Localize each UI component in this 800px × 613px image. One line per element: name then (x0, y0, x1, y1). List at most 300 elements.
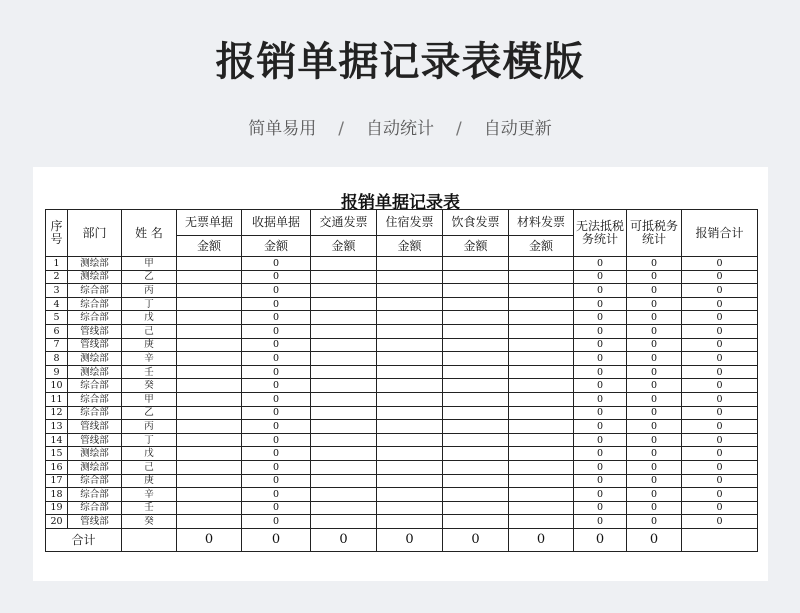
row-cell[interactable] (443, 488, 509, 502)
row-seq-cell: 13 (46, 420, 68, 434)
row-cell[interactable] (377, 352, 443, 366)
subheader-amount: 金额 (311, 236, 377, 257)
header-seq: 序号 (46, 210, 68, 257)
row-deductible-cell[interactable]: 0 (627, 501, 682, 515)
row-receipt-cell[interactable]: 0 (242, 515, 311, 529)
row-total-cell[interactable]: 0 (682, 406, 758, 420)
row-total-cell[interactable]: 0 (682, 270, 758, 284)
row-cell[interactable] (177, 488, 242, 502)
row-total-cell[interactable]: 0 (682, 474, 758, 488)
row-name-cell[interactable]: 丁 (122, 297, 177, 311)
row-total-cell[interactable]: 0 (682, 433, 758, 447)
totals-cell[interactable]: 0 (443, 528, 509, 551)
row-seq-cell: 14 (46, 433, 68, 447)
row-untaxed-cell[interactable]: 0 (574, 257, 627, 271)
header-category: 住宿发票 (377, 210, 443, 236)
row-dept-cell[interactable]: 综合部 (68, 379, 122, 393)
row-receipt-cell[interactable]: 0 (242, 352, 311, 366)
row-total-cell[interactable]: 0 (682, 257, 758, 271)
header-category: 饮食发票 (443, 210, 509, 236)
row-receipt-cell[interactable]: 0 (242, 501, 311, 515)
totals-cell[interactable] (682, 528, 758, 551)
row-deductible-cell[interactable]: 0 (627, 392, 682, 406)
subheader-amount: 金额 (377, 236, 443, 257)
row-cell[interactable] (509, 460, 574, 474)
row-untaxed-cell[interactable]: 0 (574, 420, 627, 434)
row-receipt-cell[interactable]: 0 (242, 257, 311, 271)
row-name-cell[interactable]: 甲 (122, 392, 177, 406)
table-row (46, 284, 758, 298)
row-receipt-cell[interactable]: 0 (242, 311, 311, 325)
row-name-cell[interactable]: 辛 (122, 488, 177, 502)
row-seq-cell: 10 (46, 379, 68, 393)
row-cell[interactable] (311, 433, 377, 447)
row-cell[interactable] (177, 270, 242, 284)
table-row (46, 365, 758, 379)
row-deductible-cell[interactable]: 0 (627, 270, 682, 284)
row-dept-cell[interactable]: 测绘部 (68, 352, 122, 366)
row-cell[interactable] (509, 270, 574, 284)
row-untaxed-cell[interactable]: 0 (574, 406, 627, 420)
header-category: 材料发票 (509, 210, 574, 236)
sheet-title: 报销单据记录表 (341, 193, 460, 213)
row-seq-cell: 20 (46, 515, 68, 529)
row-total-cell[interactable]: 0 (682, 297, 758, 311)
row-cell[interactable] (443, 392, 509, 406)
table-row (46, 474, 758, 488)
row-cell[interactable] (509, 474, 574, 488)
row-cell[interactable] (311, 365, 377, 379)
row-dept-cell[interactable]: 综合部 (68, 406, 122, 420)
row-cell[interactable] (509, 365, 574, 379)
row-cell[interactable] (177, 297, 242, 311)
header-category: 收据单据 (242, 210, 311, 236)
table-row (46, 501, 758, 515)
row-cell[interactable] (311, 311, 377, 325)
row-cell[interactable] (177, 352, 242, 366)
row-cell[interactable] (177, 338, 242, 352)
row-untaxed-cell[interactable]: 0 (574, 352, 627, 366)
row-cell[interactable] (311, 392, 377, 406)
row-cell[interactable] (377, 447, 443, 461)
row-cell[interactable] (509, 311, 574, 325)
row-name-cell[interactable]: 乙 (122, 406, 177, 420)
totals-label: 合计 (46, 528, 122, 551)
row-untaxed-cell[interactable]: 0 (574, 392, 627, 406)
row-receipt-cell[interactable]: 0 (242, 338, 311, 352)
row-deductible-cell[interactable]: 0 (627, 311, 682, 325)
row-untaxed-cell[interactable]: 0 (574, 379, 627, 393)
row-deductible-cell[interactable]: 0 (627, 447, 682, 461)
row-dept-cell[interactable]: 管线部 (68, 515, 122, 529)
totals-cell[interactable]: 0 (377, 528, 443, 551)
row-dept-cell[interactable]: 综合部 (68, 501, 122, 515)
row-total-cell[interactable]: 0 (682, 284, 758, 298)
row-untaxed-cell[interactable]: 0 (574, 515, 627, 529)
row-cell[interactable] (177, 501, 242, 515)
table-row (46, 352, 758, 366)
row-dept-cell[interactable]: 管线部 (68, 433, 122, 447)
row-cell[interactable] (311, 338, 377, 352)
row-total-cell[interactable]: 0 (682, 379, 758, 393)
row-name-cell[interactable]: 辛 (122, 352, 177, 366)
row-dept-cell[interactable]: 测绘部 (68, 257, 122, 271)
row-total-cell[interactable]: 0 (682, 460, 758, 474)
row-name-cell[interactable]: 壬 (122, 501, 177, 515)
header-dept: 部门 (68, 210, 122, 257)
table-row (46, 324, 758, 338)
row-cell[interactable] (177, 420, 242, 434)
row-cell[interactable] (177, 311, 242, 325)
row-cell[interactable] (509, 284, 574, 298)
row-cell[interactable] (177, 324, 242, 338)
row-deductible-cell[interactable]: 0 (627, 297, 682, 311)
row-receipt-cell[interactable]: 0 (242, 488, 311, 502)
row-cell[interactable] (509, 257, 574, 271)
totals-row (46, 528, 758, 551)
row-cell[interactable] (443, 447, 509, 461)
row-seq-cell: 2 (46, 270, 68, 284)
subheader-amount: 金额 (242, 236, 311, 257)
row-deductible-cell[interactable]: 0 (627, 474, 682, 488)
row-name-cell[interactable]: 己 (122, 324, 177, 338)
row-cell[interactable] (377, 433, 443, 447)
row-cell[interactable] (177, 460, 242, 474)
table-row (46, 420, 758, 434)
row-deductible-cell[interactable]: 0 (627, 338, 682, 352)
row-dept-cell[interactable]: 综合部 (68, 488, 122, 502)
table-row (46, 270, 758, 284)
row-cell[interactable] (443, 352, 509, 366)
subheader-amount: 金额 (443, 236, 509, 257)
table-row (46, 257, 758, 271)
row-dept-cell[interactable]: 测绘部 (68, 270, 122, 284)
row-deductible-cell[interactable]: 0 (627, 379, 682, 393)
row-receipt-cell[interactable]: 0 (242, 447, 311, 461)
tagline-easy: 简单易用 (248, 119, 317, 139)
row-deductible-cell[interactable]: 0 (627, 365, 682, 379)
row-total-cell[interactable]: 0 (682, 392, 758, 406)
row-dept-cell[interactable]: 综合部 (68, 297, 122, 311)
row-name-cell[interactable]: 乙 (122, 270, 177, 284)
row-receipt-cell[interactable]: 0 (242, 284, 311, 298)
row-cell[interactable] (509, 352, 574, 366)
row-seq-cell: 5 (46, 311, 68, 325)
row-total-cell[interactable]: 0 (682, 501, 758, 515)
row-dept-cell[interactable]: 综合部 (68, 392, 122, 406)
row-cell[interactable] (509, 338, 574, 352)
row-seq-cell: 11 (46, 392, 68, 406)
row-cell[interactable] (311, 379, 377, 393)
spreadsheet-sheet (33, 167, 768, 581)
row-untaxed-cell[interactable]: 0 (574, 433, 627, 447)
row-deductible-cell[interactable]: 0 (627, 488, 682, 502)
row-cell[interactable] (177, 474, 242, 488)
row-receipt-cell[interactable]: 0 (242, 270, 311, 284)
row-untaxed-cell[interactable]: 0 (574, 284, 627, 298)
row-cell[interactable] (377, 365, 443, 379)
row-cell[interactable] (377, 311, 443, 325)
row-untaxed-cell[interactable]: 0 (574, 488, 627, 502)
tagline-separator: / (338, 119, 344, 139)
row-cell[interactable] (311, 420, 377, 434)
row-cell[interactable] (509, 515, 574, 529)
row-cell[interactable] (177, 284, 242, 298)
row-deductible-cell[interactable]: 0 (627, 324, 682, 338)
row-untaxed-cell[interactable]: 0 (574, 270, 627, 284)
row-seq-cell: 18 (46, 488, 68, 502)
row-cell[interactable] (509, 420, 574, 434)
row-cell[interactable] (443, 420, 509, 434)
row-untaxed-cell[interactable]: 0 (574, 365, 627, 379)
row-cell[interactable] (377, 392, 443, 406)
row-deductible-cell[interactable]: 0 (627, 515, 682, 529)
row-name-cell[interactable]: 庚 (122, 338, 177, 352)
tagline (0, 114, 800, 139)
row-cell[interactable] (177, 392, 242, 406)
row-name-cell[interactable]: 己 (122, 460, 177, 474)
totals-cell[interactable] (122, 528, 177, 551)
table-row (46, 406, 758, 420)
row-deductible-cell[interactable]: 0 (627, 406, 682, 420)
row-cell[interactable] (443, 474, 509, 488)
row-seq-cell: 6 (46, 324, 68, 338)
table-row (46, 392, 758, 406)
row-total-cell[interactable]: 0 (682, 515, 758, 529)
row-receipt-cell[interactable]: 0 (242, 474, 311, 488)
row-cell[interactable] (311, 270, 377, 284)
row-dept-cell[interactable]: 管线部 (68, 338, 122, 352)
table-row (46, 297, 758, 311)
row-receipt-cell[interactable]: 0 (242, 324, 311, 338)
row-untaxed-cell[interactable]: 0 (574, 474, 627, 488)
row-cell[interactable] (177, 406, 242, 420)
row-cell[interactable] (509, 433, 574, 447)
row-cell[interactable] (443, 324, 509, 338)
row-cell[interactable] (311, 515, 377, 529)
row-seq-cell: 12 (46, 406, 68, 420)
row-receipt-cell[interactable]: 0 (242, 392, 311, 406)
header-category: 交通发票 (311, 210, 377, 236)
row-seq-cell: 4 (46, 297, 68, 311)
row-cell[interactable] (311, 488, 377, 502)
row-cell[interactable] (311, 447, 377, 461)
row-untaxed-cell[interactable]: 0 (574, 447, 627, 461)
expense-ledger-table (45, 209, 758, 552)
row-cell[interactable] (177, 515, 242, 529)
row-deductible-cell[interactable]: 0 (627, 284, 682, 298)
row-cell[interactable] (509, 324, 574, 338)
row-cell[interactable] (311, 352, 377, 366)
row-cell[interactable] (443, 257, 509, 271)
row-untaxed-cell[interactable]: 0 (574, 460, 627, 474)
row-cell[interactable] (177, 433, 242, 447)
row-deductible-cell[interactable]: 0 (627, 433, 682, 447)
row-cell[interactable] (377, 406, 443, 420)
row-cell[interactable] (377, 515, 443, 529)
row-dept-cell[interactable]: 管线部 (68, 420, 122, 434)
row-dept-cell[interactable]: 测绘部 (68, 365, 122, 379)
row-cell[interactable] (377, 501, 443, 515)
row-name-cell[interactable]: 壬 (122, 365, 177, 379)
row-name-cell[interactable]: 丙 (122, 420, 177, 434)
row-cell[interactable] (509, 447, 574, 461)
header-deductible: 可抵税务统计 (627, 210, 682, 257)
row-cell[interactable] (443, 433, 509, 447)
row-deductible-cell[interactable]: 0 (627, 257, 682, 271)
row-name-cell[interactable]: 癸 (122, 515, 177, 529)
row-seq-cell: 8 (46, 352, 68, 366)
row-dept-cell[interactable]: 测绘部 (68, 460, 122, 474)
table-row (46, 460, 758, 474)
row-cell[interactable] (377, 257, 443, 271)
row-dept-cell[interactable]: 综合部 (68, 284, 122, 298)
row-cell[interactable] (377, 338, 443, 352)
tagline-auto-update: 自动更新 (483, 119, 552, 139)
row-cell[interactable] (311, 474, 377, 488)
row-total-cell[interactable]: 0 (682, 311, 758, 325)
table-row (46, 433, 758, 447)
row-cell[interactable] (509, 488, 574, 502)
row-cell[interactable] (311, 257, 377, 271)
row-cell[interactable] (311, 460, 377, 474)
row-receipt-cell[interactable]: 0 (242, 365, 311, 379)
row-cell[interactable] (311, 297, 377, 311)
row-name-cell[interactable]: 癸 (122, 379, 177, 393)
row-cell[interactable] (311, 324, 377, 338)
row-total-cell[interactable]: 0 (682, 447, 758, 461)
row-cell[interactable] (443, 379, 509, 393)
row-cell[interactable] (377, 284, 443, 298)
row-untaxed-cell[interactable]: 0 (574, 501, 627, 515)
row-cell[interactable] (377, 460, 443, 474)
row-cell[interactable] (377, 488, 443, 502)
row-dept-cell[interactable]: 测绘部 (68, 447, 122, 461)
row-cell[interactable] (177, 257, 242, 271)
row-dept-cell[interactable]: 管线部 (68, 324, 122, 338)
row-seq-cell: 3 (46, 284, 68, 298)
totals-cell[interactable]: 0 (242, 528, 311, 551)
row-cell[interactable] (443, 311, 509, 325)
header-row (46, 210, 758, 236)
row-deductible-cell[interactable]: 0 (627, 352, 682, 366)
row-deductible-cell[interactable]: 0 (627, 420, 682, 434)
row-receipt-cell[interactable]: 0 (242, 297, 311, 311)
row-cell[interactable] (509, 501, 574, 515)
row-untaxed-cell[interactable]: 0 (574, 338, 627, 352)
row-total-cell[interactable]: 0 (682, 338, 758, 352)
row-cell[interactable] (177, 365, 242, 379)
row-receipt-cell[interactable]: 0 (242, 379, 311, 393)
row-cell[interactable] (311, 406, 377, 420)
row-cell[interactable] (443, 365, 509, 379)
row-cell[interactable] (509, 297, 574, 311)
row-deductible-cell[interactable]: 0 (627, 460, 682, 474)
table-row (46, 488, 758, 502)
row-dept-cell[interactable]: 综合部 (68, 474, 122, 488)
row-cell[interactable] (377, 297, 443, 311)
row-cell[interactable] (377, 420, 443, 434)
row-seq-cell: 9 (46, 365, 68, 379)
row-cell[interactable] (311, 284, 377, 298)
row-cell[interactable] (509, 379, 574, 393)
row-total-cell[interactable]: 0 (682, 420, 758, 434)
row-cell[interactable] (377, 474, 443, 488)
row-seq-cell: 15 (46, 447, 68, 461)
row-cell[interactable] (377, 379, 443, 393)
tagline-separator: / (456, 119, 462, 139)
row-receipt-cell[interactable]: 0 (242, 406, 311, 420)
table-row (46, 338, 758, 352)
row-total-cell[interactable]: 0 (682, 488, 758, 502)
row-cell[interactable] (377, 324, 443, 338)
row-dept-cell[interactable]: 综合部 (68, 311, 122, 325)
row-total-cell[interactable]: 0 (682, 324, 758, 338)
row-name-cell[interactable]: 丙 (122, 284, 177, 298)
row-cell[interactable] (443, 501, 509, 515)
row-receipt-cell[interactable]: 0 (242, 433, 311, 447)
row-cell[interactable] (443, 338, 509, 352)
row-cell[interactable] (177, 447, 242, 461)
header-category: 无票单据 (177, 210, 242, 236)
row-name-cell[interactable]: 甲 (122, 257, 177, 271)
row-cell[interactable] (509, 406, 574, 420)
subheader-amount: 金额 (177, 236, 242, 257)
row-cell[interactable] (443, 270, 509, 284)
row-seq-cell: 19 (46, 501, 68, 515)
totals-cell[interactable]: 0 (574, 528, 627, 551)
row-cell[interactable] (177, 379, 242, 393)
totals-cell[interactable]: 0 (311, 528, 377, 551)
totals-cell[interactable]: 0 (177, 528, 242, 551)
row-total-cell[interactable]: 0 (682, 365, 758, 379)
header-total: 报销合计 (682, 210, 758, 257)
tagline-auto-stats: 自动统计 (366, 119, 434, 139)
row-name-cell[interactable]: 戊 (122, 447, 177, 461)
totals-cell[interactable]: 0 (627, 528, 682, 551)
row-name-cell[interactable]: 丁 (122, 433, 177, 447)
table-row (46, 379, 758, 393)
row-cell[interactable] (443, 406, 509, 420)
row-seq-cell: 17 (46, 474, 68, 488)
row-seq-cell: 7 (46, 338, 68, 352)
subheader-amount: 金额 (509, 236, 574, 257)
row-cell[interactable] (443, 515, 509, 529)
row-total-cell[interactable]: 0 (682, 352, 758, 366)
row-cell[interactable] (377, 270, 443, 284)
row-cell[interactable] (311, 501, 377, 515)
row-receipt-cell[interactable]: 0 (242, 420, 311, 434)
row-untaxed-cell[interactable]: 0 (574, 311, 627, 325)
table-row (46, 311, 758, 325)
row-cell[interactable] (443, 297, 509, 311)
row-cell[interactable] (443, 460, 509, 474)
ledger-body (46, 257, 758, 529)
row-untaxed-cell[interactable]: 0 (574, 297, 627, 311)
row-untaxed-cell[interactable]: 0 (574, 324, 627, 338)
row-cell[interactable] (443, 284, 509, 298)
table-row (46, 515, 758, 529)
row-receipt-cell[interactable]: 0 (242, 460, 311, 474)
header-untaxed: 无法抵税务统计 (574, 210, 627, 257)
page-title: 报销单据记录表模版 (215, 39, 585, 85)
row-name-cell[interactable]: 庚 (122, 474, 177, 488)
totals-cell[interactable]: 0 (509, 528, 574, 551)
row-cell[interactable] (509, 392, 574, 406)
row-seq-cell: 16 (46, 460, 68, 474)
header-name: 姓 名 (122, 210, 177, 257)
row-name-cell[interactable]: 戊 (122, 311, 177, 325)
